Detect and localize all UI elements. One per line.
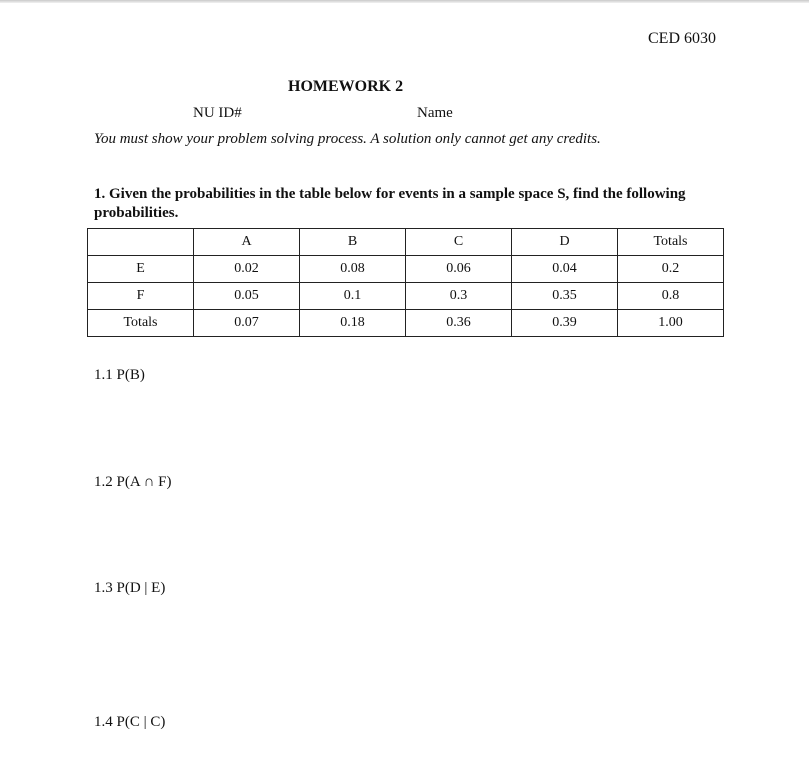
table-header-cell [88,229,194,256]
table-row [88,310,724,337]
table-header-cell: C [406,229,512,256]
table-cell: F [88,283,194,310]
table-header-cell: A [194,229,300,256]
nu-id-label: NU ID# [193,105,242,121]
table-header-cell: Totals [618,229,724,256]
subquestion-1-3: 1.3 P(D | E) [94,580,166,596]
table-cell: 1.00 [618,310,724,337]
table-cell: 0.39 [512,310,618,337]
instructions: You must show your problem solving process. A solution only cannot get any credits. [94,131,601,147]
table-cell: 0.1 [300,283,406,310]
table-cell: 0.8 [618,283,724,310]
page-top-edge [0,0,809,3]
table-row [88,283,724,310]
table-cell: 0.05 [194,283,300,310]
table-cell: 0.36 [406,310,512,337]
table-row [88,256,724,283]
table-cell: 0.04 [512,256,618,283]
table-cell: E [88,256,194,283]
table-cell: Totals [88,310,194,337]
table-cell: 0.3 [406,283,512,310]
subquestion-1-4: 1.4 P(C | C) [94,714,166,730]
table-header-cell: B [300,229,406,256]
course-code: CED 6030 [648,30,716,47]
table-header-row [88,229,724,256]
question-1-prompt: 1. Given the probabilities in the table below for events in a sample space S, find the following probabilities. [94,186,686,221]
table-cell: 0.06 [406,256,512,283]
table-cell: 0.2 [618,256,724,283]
subquestion-1-2: 1.2 P(A ∩ F) [94,474,172,490]
table-cell: 0.08 [300,256,406,283]
table-cell: 0.02 [194,256,300,283]
probability-table [87,228,724,337]
table-cell: 0.18 [300,310,406,337]
subquestion-1-1: 1.1 P(B) [94,367,145,383]
name-label: Name [417,105,453,121]
page-title: HOMEWORK 2 [288,78,404,95]
table-cell: 0.07 [194,310,300,337]
table-cell: 0.35 [512,283,618,310]
table-header-cell: D [512,229,618,256]
